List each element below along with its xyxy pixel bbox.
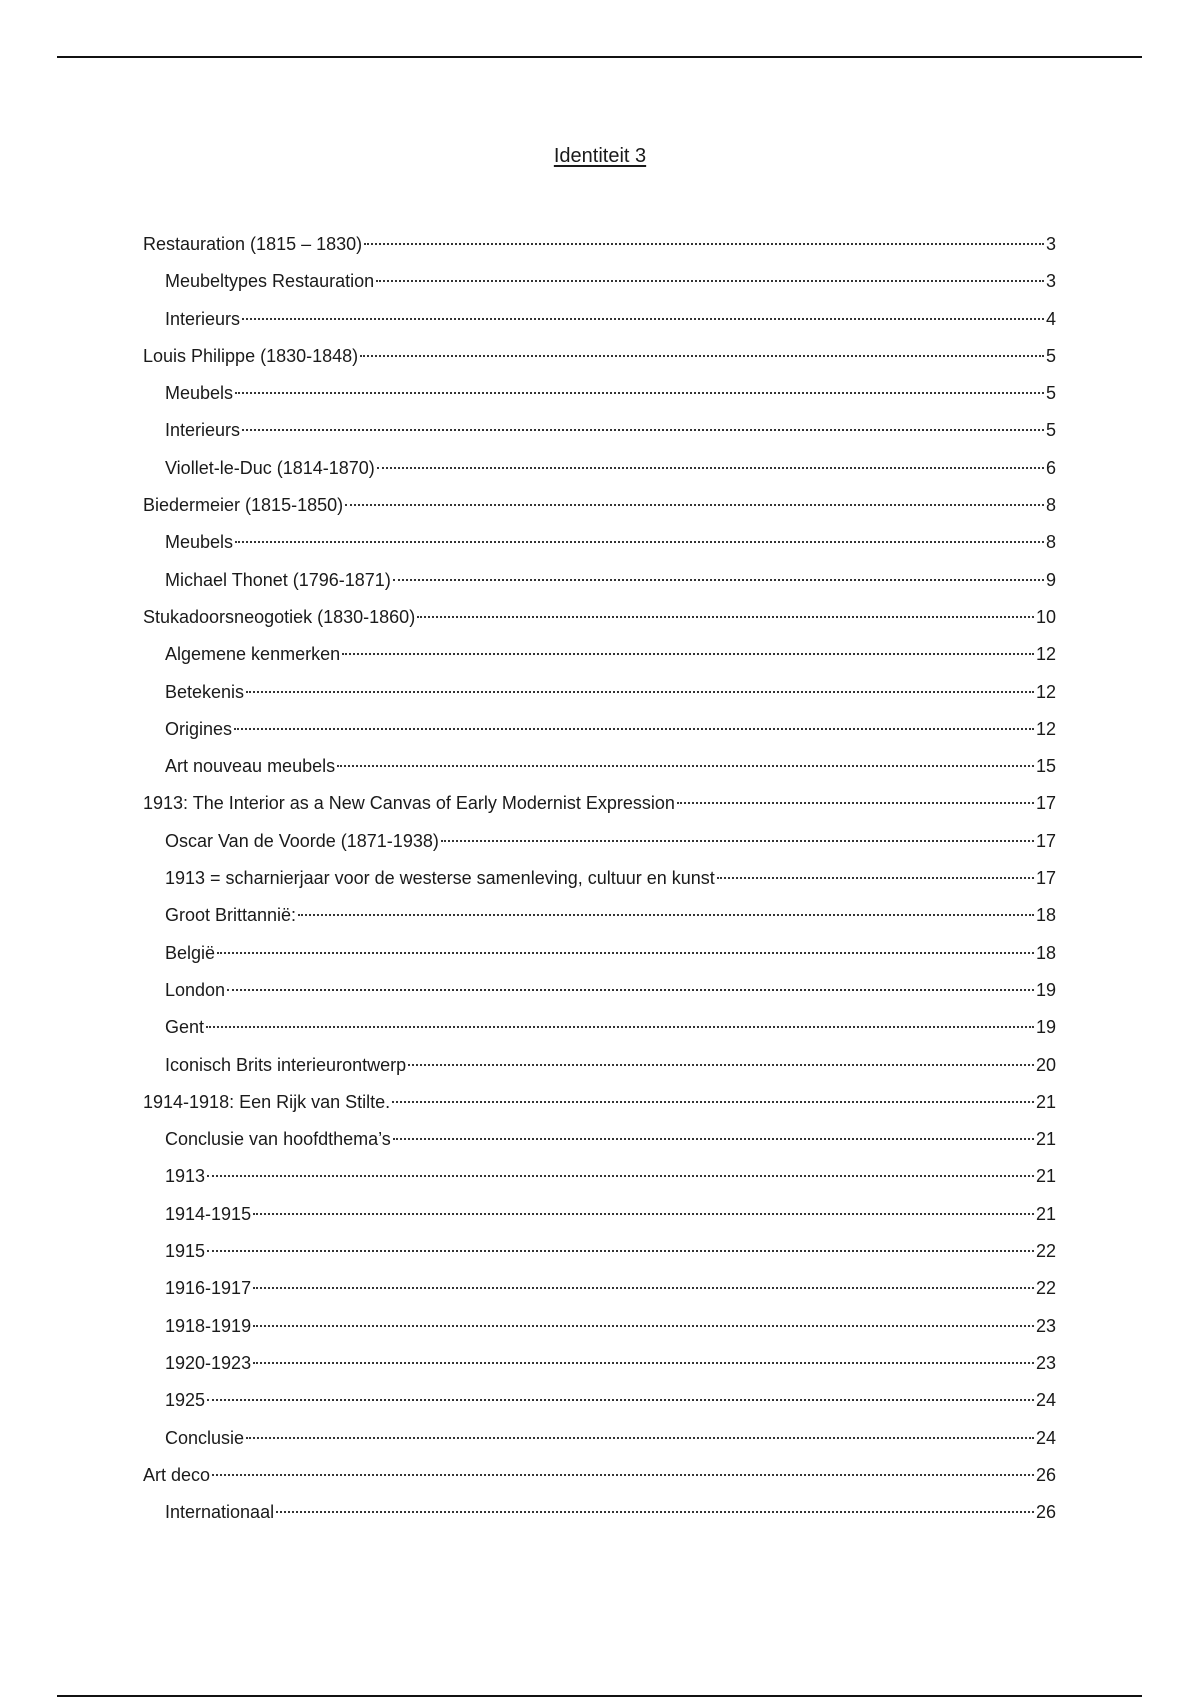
- toc-entry-label: Restauration (1815 – 1830): [143, 234, 363, 254]
- toc-entry-label: Art nouveau meubels: [165, 756, 336, 777]
- toc-dot-leader: [360, 355, 1044, 357]
- toc-entry-page-number: 8: [1045, 532, 1056, 553]
- toc-dot-leader: [717, 877, 1034, 879]
- toc-entry-label: 1918-1919: [165, 1315, 252, 1336]
- toc-dot-leader: [207, 1175, 1034, 1177]
- toc-dot-leader: [242, 318, 1044, 320]
- toc-entry-page-number: 10: [1035, 606, 1056, 627]
- toc-entry-page-number: 21: [1035, 1166, 1056, 1187]
- toc-entry-chapter[interactable]: [143, 1090, 1056, 1127]
- toc-dot-leader: [276, 1511, 1034, 1513]
- toc-entry-page-number: 12: [1035, 718, 1056, 739]
- toc-entry-section[interactable]: [143, 1239, 1056, 1276]
- toc-dot-leader: [364, 243, 1044, 245]
- toc-entry-section[interactable]: [143, 1053, 1056, 1090]
- toc-entry-page-number: 5: [1045, 383, 1056, 404]
- toc-dot-leader: [376, 280, 1044, 282]
- toc-entry-label: Interieurs: [165, 308, 241, 329]
- toc-entry-section[interactable]: [143, 1015, 1056, 1052]
- toc-entry-page-number: 21: [1035, 1129, 1056, 1150]
- toc-entry-page-number: 5: [1045, 420, 1056, 441]
- toc-entry-page-number: 24: [1035, 1427, 1056, 1448]
- toc-entry-page-number: 17: [1035, 830, 1056, 851]
- toc-entry-page-number: 19: [1035, 979, 1056, 1000]
- toc-entry-section[interactable]: [143, 568, 1056, 605]
- toc-entry-section[interactable]: [143, 866, 1056, 903]
- toc-entry-page-number: 12: [1035, 681, 1056, 702]
- toc-entry-label: Interieurs: [165, 420, 241, 441]
- toc-dot-leader: [235, 541, 1044, 543]
- toc-dot-leader: [235, 392, 1044, 394]
- toc-entry-section[interactable]: [143, 1500, 1056, 1537]
- toc-dot-leader: [345, 504, 1044, 506]
- toc-entry-page-number: 17: [1035, 868, 1056, 889]
- toc-entry-label: Origines: [165, 718, 233, 739]
- toc-entry-page-number: 4: [1045, 308, 1056, 329]
- toc-entry-label: Iconisch Brits interieurontwerp: [165, 1054, 407, 1075]
- toc-entry-chapter[interactable]: [143, 791, 1056, 828]
- toc-entry-label: 1913: [165, 1166, 206, 1187]
- toc-entry-label: 1913 = scharnierjaar voor de westerse samenleving, cultuur en kunst: [165, 868, 715, 889]
- toc-entry-section[interactable]: [143, 717, 1056, 754]
- toc-entry-section[interactable]: [143, 941, 1056, 978]
- toc-entry-label: Gent: [165, 1017, 205, 1038]
- toc-entry-page-number: 18: [1035, 942, 1056, 963]
- document-title-container: [0, 145, 1200, 168]
- toc-dot-leader: [217, 952, 1034, 954]
- toc-entry-section[interactable]: [143, 418, 1056, 455]
- toc-entry-label: Louis Philippe (1830-1848): [143, 345, 359, 366]
- toc-entry-section[interactable]: [143, 642, 1056, 679]
- toc-entry-label: 1913: The Interior as a New Canvas of Early Modernist Expression: [143, 793, 675, 814]
- toc-entry-label: 1920-1923: [165, 1352, 252, 1373]
- toc-dot-leader: [377, 467, 1044, 469]
- header-rule: [57, 56, 1142, 58]
- toc-entry-section[interactable]: [143, 829, 1056, 866]
- toc-entry-label: België: [165, 942, 216, 963]
- toc-entry-section[interactable]: [143, 903, 1056, 940]
- toc-dot-leader: [246, 1437, 1034, 1439]
- toc-dot-leader: [253, 1213, 1034, 1215]
- toc-dot-leader: [392, 1101, 1034, 1103]
- toc-entry-label: Internationaal: [165, 1502, 275, 1523]
- toc-entry-label: 1914-1915: [165, 1203, 252, 1224]
- toc-entry-page-number: 26: [1035, 1464, 1056, 1485]
- toc-entry-label: Meubels: [165, 383, 234, 404]
- toc-entry-section[interactable]: [143, 680, 1056, 717]
- toc-entry-page-number: 23: [1035, 1315, 1056, 1336]
- toc-entry-page-number: 8: [1045, 495, 1056, 516]
- toc-entry-chapter[interactable]: [143, 344, 1056, 381]
- toc-entry-label: Meubels: [165, 532, 234, 553]
- toc-entry-page-number: 21: [1035, 1091, 1056, 1112]
- toc-entry-page-number: 12: [1035, 644, 1056, 665]
- toc-dot-leader: [253, 1362, 1034, 1364]
- toc-entry-page-number: 15: [1035, 756, 1056, 777]
- toc-dot-leader: [342, 653, 1034, 655]
- toc-entry-section[interactable]: [143, 307, 1056, 344]
- toc-entry-section[interactable]: [143, 1276, 1056, 1313]
- toc-dot-leader: [677, 802, 1034, 804]
- toc-entry-chapter[interactable]: [143, 232, 1056, 269]
- toc-entry-label: Betekenis: [165, 681, 245, 702]
- toc-dot-leader: [227, 989, 1034, 991]
- toc-entry-page-number: 21: [1035, 1203, 1056, 1224]
- table-of-contents: [143, 232, 1056, 1537]
- toc-dot-leader: [298, 914, 1034, 916]
- document-title: Identiteit 3: [553, 145, 647, 167]
- toc-entry-label: Viollet-le-Duc (1814-1870): [165, 457, 375, 478]
- toc-entry-label: 1925: [165, 1390, 206, 1411]
- toc-dot-leader: [246, 691, 1034, 693]
- toc-dot-leader: [408, 1064, 1034, 1066]
- toc-entry-label: Conclusie: [165, 1427, 245, 1448]
- toc-entry-section[interactable]: [143, 1164, 1056, 1201]
- toc-entry-label: Biedermeier (1815-1850): [143, 495, 344, 516]
- toc-entry-section[interactable]: [143, 1426, 1056, 1463]
- toc-entry-label: Algemene kenmerken: [165, 644, 341, 665]
- toc-entry-section[interactable]: [143, 1314, 1056, 1351]
- toc-entry-page-number: 17: [1035, 793, 1056, 814]
- toc-entry-section[interactable]: [143, 381, 1056, 418]
- toc-entry-page-number: 3: [1045, 234, 1056, 254]
- footer-rule: [57, 1695, 1142, 1697]
- toc-entry-label: Oscar Van de Voorde (1871-1938): [165, 830, 439, 851]
- toc-entry-page-number: 23: [1035, 1352, 1056, 1373]
- toc-entry-section[interactable]: [143, 1351, 1056, 1388]
- toc-dot-leader: [207, 1250, 1034, 1252]
- toc-dot-leader: [242, 429, 1044, 431]
- toc-dot-leader: [417, 616, 1034, 618]
- toc-dot-leader: [206, 1026, 1034, 1028]
- toc-entry-section[interactable]: [143, 1388, 1056, 1425]
- toc-entry-page-number: 24: [1035, 1390, 1056, 1411]
- toc-entry-label: Stukadoorsneogotiek (1830-1860): [143, 606, 416, 627]
- toc-dot-leader: [393, 1138, 1034, 1140]
- toc-dot-leader: [212, 1474, 1034, 1476]
- toc-entry-section[interactable]: [143, 456, 1056, 493]
- toc-dot-leader: [253, 1287, 1034, 1289]
- toc-entry-page-number: 26: [1035, 1502, 1056, 1523]
- toc-dot-leader: [253, 1325, 1034, 1327]
- toc-entry-page-number: 19: [1035, 1017, 1056, 1038]
- toc-entry-section[interactable]: [143, 754, 1056, 791]
- toc-entry-page-number: 22: [1035, 1278, 1056, 1299]
- toc-entry-label: 1916-1917: [165, 1278, 252, 1299]
- toc-entry-page-number: 6: [1045, 457, 1056, 478]
- toc-entry-chapter[interactable]: [143, 605, 1056, 642]
- toc-entry-label: 1915: [165, 1241, 206, 1262]
- toc-entry-label: Meubeltypes Restauration: [165, 271, 375, 292]
- toc-entry-page-number: 3: [1045, 271, 1056, 292]
- toc-entry-page-number: 5: [1045, 345, 1056, 366]
- toc-entry-section[interactable]: [143, 1202, 1056, 1239]
- toc-entry-label: 1914-1918: Een Rijk van Stilte.: [143, 1091, 391, 1112]
- toc-entry-label: Michael Thonet (1796-1871): [165, 569, 391, 590]
- toc-entry-page-number: 22: [1035, 1241, 1056, 1262]
- toc-dot-leader: [234, 728, 1034, 730]
- toc-entry-label: London: [165, 979, 226, 1000]
- toc-dot-leader: [393, 579, 1044, 581]
- toc-entry-section[interactable]: [143, 978, 1056, 1015]
- toc-entry-label: Groot Brittannië:: [165, 905, 297, 926]
- toc-dot-leader: [441, 840, 1034, 842]
- toc-entry-chapter[interactable]: [143, 1463, 1056, 1500]
- toc-entry-label: Conclusie van hoofdthema’s: [165, 1129, 391, 1150]
- toc-entry-page-number: 9: [1045, 569, 1056, 590]
- toc-entry-page-number: 18: [1035, 905, 1056, 926]
- toc-dot-leader: [337, 765, 1034, 767]
- toc-entry-section[interactable]: [143, 1127, 1056, 1164]
- toc-entry-chapter[interactable]: [143, 493, 1056, 530]
- toc-entry-section[interactable]: [143, 530, 1056, 567]
- toc-entry-label: Art deco: [143, 1464, 211, 1485]
- toc-dot-leader: [207, 1399, 1034, 1401]
- toc-entry-section[interactable]: [143, 269, 1056, 306]
- toc-entry-page-number: 20: [1035, 1054, 1056, 1075]
